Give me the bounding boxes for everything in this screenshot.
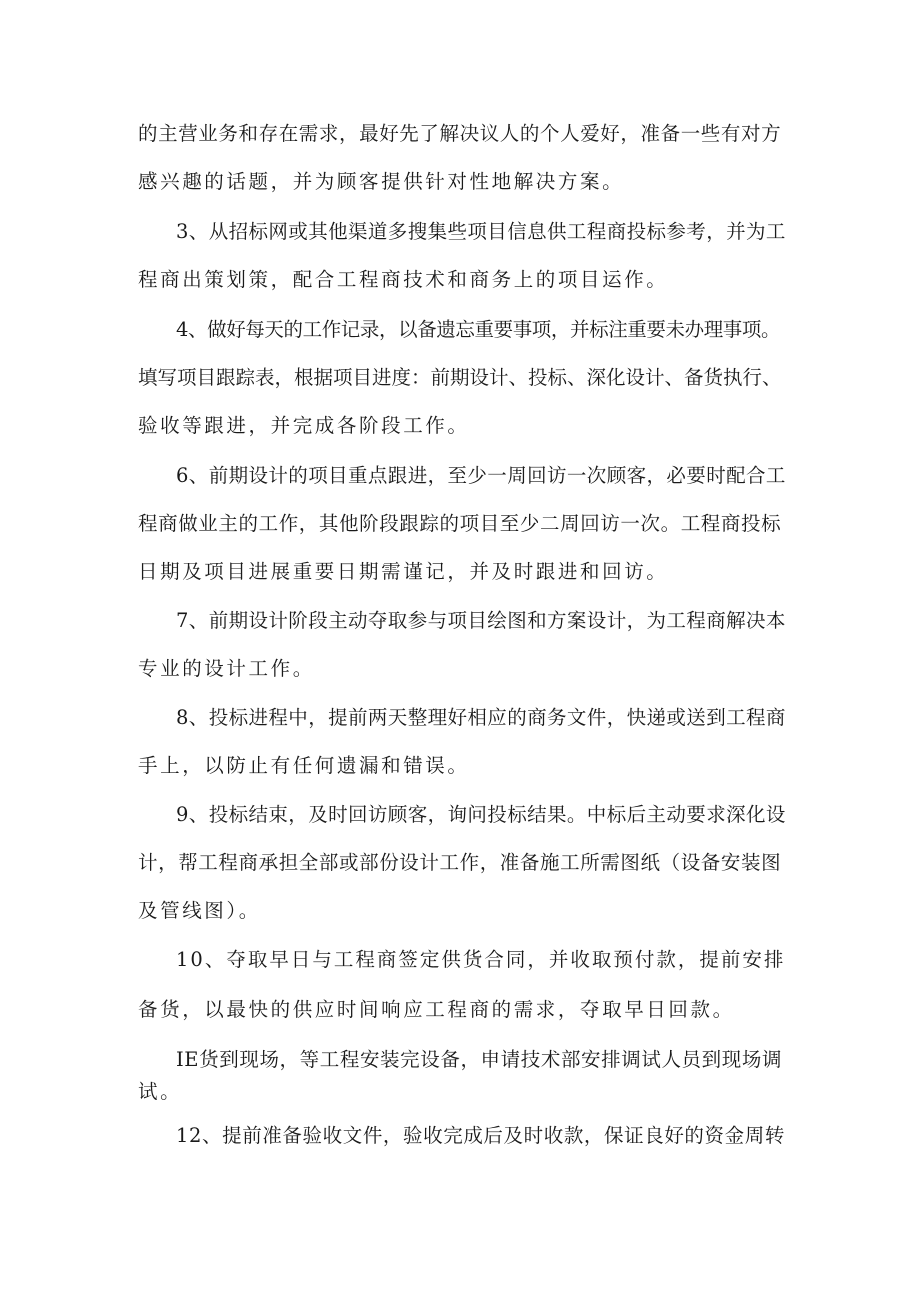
item-9-line: 计，帮工程商承担全部或部份设计工作，准备施工所需图纸（设备安装图 [138, 851, 782, 874]
item-8-line: 手上，以防止有任何遗漏和错误。 [138, 754, 470, 777]
item-9-line: 9、投标结束，及时回访顾客，询问投标结果。中标后主动要求深化设 [176, 803, 786, 826]
item-11-line: 试。 [138, 1080, 183, 1103]
item-8-line: 8、投标进程中，提前两天整理好相应的商务文件，快递或送到工程商 [176, 706, 786, 729]
item-6-line: 程商做业主的工作，其他阶段跟踪的项目至少二周回访一次。工程商投标 [138, 512, 782, 535]
item-3-line: 3、从招标网或其他渠道多搜集些项目信息供工程商投标参考，并为工 [176, 220, 786, 243]
item-9-line: 及管线图）。 [138, 899, 261, 922]
item-11-line: IE货到现场，等工程安装完设备，申请技术部安排调试人员到现场调 [176, 1048, 783, 1071]
item-7-line: 7、前期设计阶段主动夺取参与项目绘图和方案设计，为工程商解决本 [176, 609, 786, 632]
body-text-line: 的主营业务和存在需求，最好先了解决议人的个人爱好，准备一些有对方 [138, 122, 782, 145]
item-7-line: 专业的设计工作。 [138, 657, 315, 680]
item-4-line: 4、做好每天的工作记录，以备遗忘重要事项，并标注重要未办理事项。 [176, 318, 781, 341]
item-6-line: 日期及项目进展重要日期需谨记，并及时跟进和回访。 [138, 560, 669, 583]
item-6-line: 6、前期设计的项目重点跟进，至少一周回访一次顾客，必要时配合工 [176, 464, 786, 487]
item-4-line: 验收等跟进，并完成各阶段工作。 [138, 414, 470, 437]
item-10-line: 备货，以最快的供应时间响应工程商的需求，夺取早日回款。 [138, 998, 735, 1021]
item-3-line: 程商出策划策，配合工程商技术和商务上的项目运作。 [138, 268, 669, 291]
body-text-line: 感兴趣的话题，并为顾客提供针对性地解决方案。 [138, 170, 625, 193]
item-4-line: 填写项目跟踪表，根据项目进度：前期设计、投标、深化设计、备货执行、 [138, 366, 782, 389]
item-12-line: 12、提前准备验收文件，验收完成后及时收款，保证良好的资金周转 [176, 1124, 785, 1147]
item-10-line: 10、夺取早日与工程商签定供货合同，并收取预付款，提前安排 [176, 948, 786, 971]
